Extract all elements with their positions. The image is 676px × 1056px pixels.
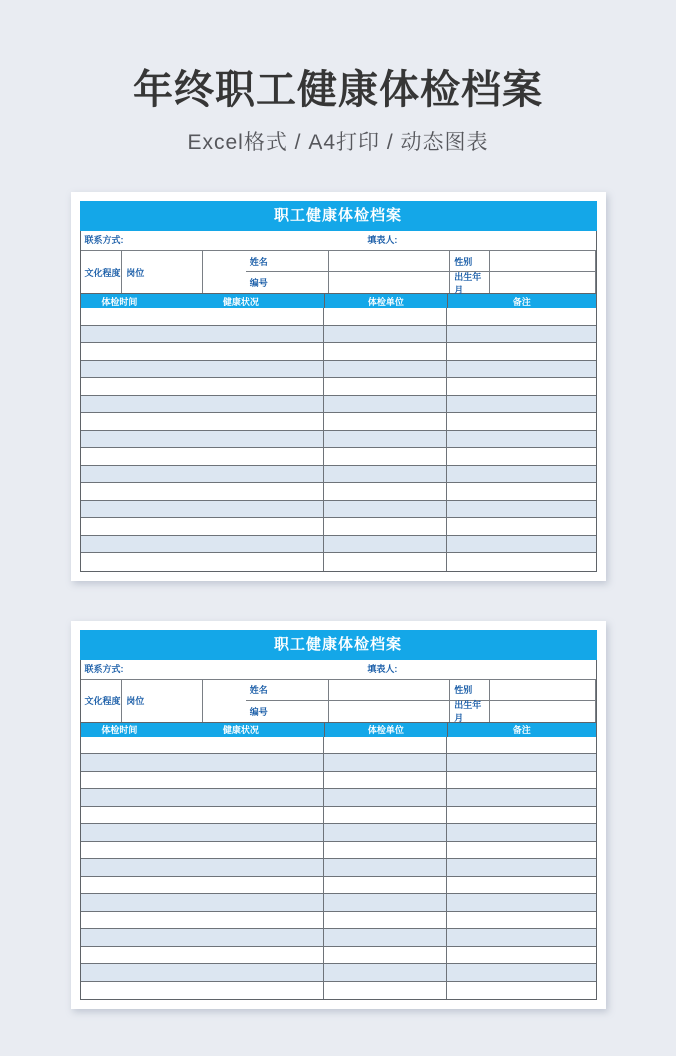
column-header-row — [81, 294, 596, 308]
table-row — [81, 842, 596, 860]
col-exam-org-header: 体检单位 — [324, 294, 448, 308]
empty-cell — [81, 343, 324, 360]
empty-cell — [81, 518, 324, 535]
empty-cell — [81, 536, 324, 553]
table-row — [81, 754, 596, 772]
empty-cell — [324, 912, 448, 929]
table-row — [81, 824, 596, 842]
empty-cell — [81, 396, 324, 413]
info-grid — [81, 680, 596, 723]
sheet-title: 职工健康体检档案 — [80, 630, 597, 660]
data-rows — [81, 308, 596, 571]
empty-cell — [324, 737, 448, 754]
table-row — [81, 929, 596, 947]
table-row — [81, 378, 596, 396]
empty-cell — [324, 964, 448, 981]
name-value-cell — [329, 251, 451, 272]
empty-cell — [81, 737, 324, 754]
empty-cell — [447, 754, 595, 771]
empty-cell — [447, 326, 595, 343]
sheet-title: 职工健康体检档案 — [80, 201, 597, 231]
col-exam-date-header: 体检时间 — [101, 725, 138, 735]
table-row — [81, 308, 596, 326]
empty-cell — [447, 947, 595, 964]
empty-cell — [324, 789, 448, 806]
empty-cell — [324, 807, 448, 824]
empty-cell — [324, 326, 448, 343]
birth-value-cell — [490, 701, 596, 722]
gender-label: 性别 — [450, 251, 490, 272]
empty-cell — [447, 912, 595, 929]
table-row — [81, 536, 596, 554]
empty-cell — [324, 308, 448, 325]
empty-cell — [447, 466, 595, 483]
empty-cell — [81, 448, 324, 465]
table-row — [81, 553, 596, 571]
table-row — [81, 501, 596, 519]
table-row — [81, 326, 596, 344]
empty-cell — [324, 448, 448, 465]
table-row — [81, 431, 596, 449]
empty-cell — [324, 431, 448, 448]
birth-label: 出生年月 — [450, 272, 490, 293]
table-row — [81, 483, 596, 501]
empty-cell — [324, 877, 448, 894]
sheet-body — [80, 231, 597, 572]
empty-cell — [81, 361, 324, 378]
empty-cell — [81, 894, 324, 911]
empty-cell — [447, 877, 595, 894]
empty-cell — [81, 877, 324, 894]
info-grid — [81, 251, 596, 294]
empty-cell — [324, 553, 448, 571]
empty-cell — [447, 737, 595, 754]
col-remarks-header: 备注 — [447, 294, 595, 308]
col-health-status-header: 健康状况 — [222, 725, 259, 735]
empty-cell — [447, 859, 595, 876]
name-label: 姓名 — [246, 251, 329, 272]
empty-cell — [81, 982, 324, 1000]
table-row — [81, 343, 596, 361]
empty-cell — [447, 396, 595, 413]
template-preview-card-1 — [71, 192, 606, 581]
empty-cell — [324, 483, 448, 500]
empty-cell — [447, 982, 595, 1000]
empty-cell — [81, 553, 324, 571]
table-row — [81, 518, 596, 536]
empty-cell — [81, 929, 324, 946]
table-row — [81, 982, 596, 1000]
filler-label: 填表人: — [367, 235, 398, 245]
col-exam-org-header: 体检单位 — [324, 723, 448, 737]
empty-cell — [81, 807, 324, 824]
id-label: 编号 — [246, 701, 329, 722]
empty-cell — [324, 378, 448, 395]
table-row — [81, 894, 596, 912]
table-row — [81, 466, 596, 484]
table-row — [81, 947, 596, 965]
position-label: 岗位 — [122, 251, 203, 293]
empty-cell — [447, 518, 595, 535]
position-value-cell — [203, 680, 246, 722]
table-row — [81, 413, 596, 431]
table-row — [81, 737, 596, 755]
empty-cell — [324, 466, 448, 483]
col-health-status-header: 健康状况 — [222, 296, 259, 307]
empty-cell — [324, 518, 448, 535]
empty-cell — [447, 807, 595, 824]
empty-cell — [447, 413, 595, 430]
empty-cell — [324, 859, 448, 876]
gender-label: 性别 — [450, 680, 490, 701]
birth-value-cell — [490, 272, 596, 293]
table-row — [81, 877, 596, 895]
empty-cell — [324, 842, 448, 859]
page-header — [0, 0, 676, 156]
empty-cell — [81, 824, 324, 841]
empty-cell — [324, 982, 448, 1000]
empty-cell — [447, 431, 595, 448]
table-row — [81, 859, 596, 877]
table-row — [81, 396, 596, 414]
data-rows — [81, 737, 596, 1000]
table-row — [81, 448, 596, 466]
table-row — [81, 807, 596, 825]
position-label: 岗位 — [122, 680, 203, 722]
empty-cell — [324, 754, 448, 771]
empty-cell — [324, 396, 448, 413]
empty-cell — [81, 754, 324, 771]
empty-cell — [447, 772, 595, 789]
empty-cell — [447, 483, 595, 500]
education-label: 文化程度 — [81, 680, 123, 722]
table-row — [81, 789, 596, 807]
birth-label: 出生年月 — [450, 701, 490, 722]
table-row — [81, 964, 596, 982]
empty-cell — [324, 929, 448, 946]
table-row — [81, 772, 596, 790]
empty-cell — [81, 308, 324, 325]
position-value-cell — [203, 251, 246, 293]
empty-cell — [447, 501, 595, 518]
empty-cell — [447, 361, 595, 378]
empty-cell — [81, 413, 324, 430]
empty-cell — [81, 859, 324, 876]
name-value-cell — [329, 680, 451, 701]
empty-cell — [81, 947, 324, 964]
empty-cell — [447, 842, 595, 859]
empty-cell — [447, 789, 595, 806]
empty-cell — [324, 361, 448, 378]
empty-cell — [447, 929, 595, 946]
empty-cell — [81, 501, 324, 518]
empty-cell — [81, 378, 324, 395]
empty-cell — [324, 947, 448, 964]
empty-cell — [81, 772, 324, 789]
id-value-cell — [329, 701, 451, 722]
empty-cell — [447, 553, 595, 571]
empty-cell — [324, 894, 448, 911]
contact-label: 联系方式: — [84, 235, 124, 245]
empty-cell — [81, 789, 324, 806]
empty-cell — [81, 326, 324, 343]
education-label: 文化程度 — [81, 251, 123, 293]
gender-value-cell — [490, 251, 596, 272]
gender-value-cell — [490, 680, 596, 701]
empty-cell — [81, 466, 324, 483]
empty-cell — [324, 413, 448, 430]
table-row — [81, 912, 596, 930]
empty-cell — [324, 772, 448, 789]
page-subtitle: Excel格式 / A4打印 / 动态图表 — [187, 131, 489, 154]
col-exam-date-header: 体检时间 — [101, 296, 138, 307]
id-label: 编号 — [246, 272, 329, 293]
empty-cell — [81, 964, 324, 981]
sheet-body — [80, 660, 597, 1001]
empty-cell — [324, 824, 448, 841]
empty-cell — [447, 894, 595, 911]
contact-label: 联系方式: — [84, 663, 124, 674]
empty-cell — [447, 308, 595, 325]
empty-cell — [324, 343, 448, 360]
empty-cell — [447, 536, 595, 553]
page-title: 年终职工健康体检档案 — [133, 68, 543, 112]
empty-cell — [81, 842, 324, 859]
empty-cell — [447, 378, 595, 395]
empty-cell — [81, 431, 324, 448]
col-remarks-header: 备注 — [447, 723, 595, 737]
info-row-contact — [81, 231, 596, 251]
id-value-cell — [329, 272, 451, 293]
template-preview-card-2 — [71, 621, 606, 1010]
empty-cell — [81, 483, 324, 500]
empty-cell — [324, 501, 448, 518]
empty-cell — [81, 912, 324, 929]
table-row — [81, 361, 596, 379]
info-row-contact — [81, 660, 596, 680]
empty-cell — [324, 536, 448, 553]
empty-cell — [447, 964, 595, 981]
empty-cell — [447, 343, 595, 360]
column-header-row — [81, 723, 596, 737]
empty-cell — [447, 824, 595, 841]
name-label: 姓名 — [246, 680, 329, 701]
filler-label: 填表人: — [367, 663, 398, 674]
empty-cell — [447, 448, 595, 465]
